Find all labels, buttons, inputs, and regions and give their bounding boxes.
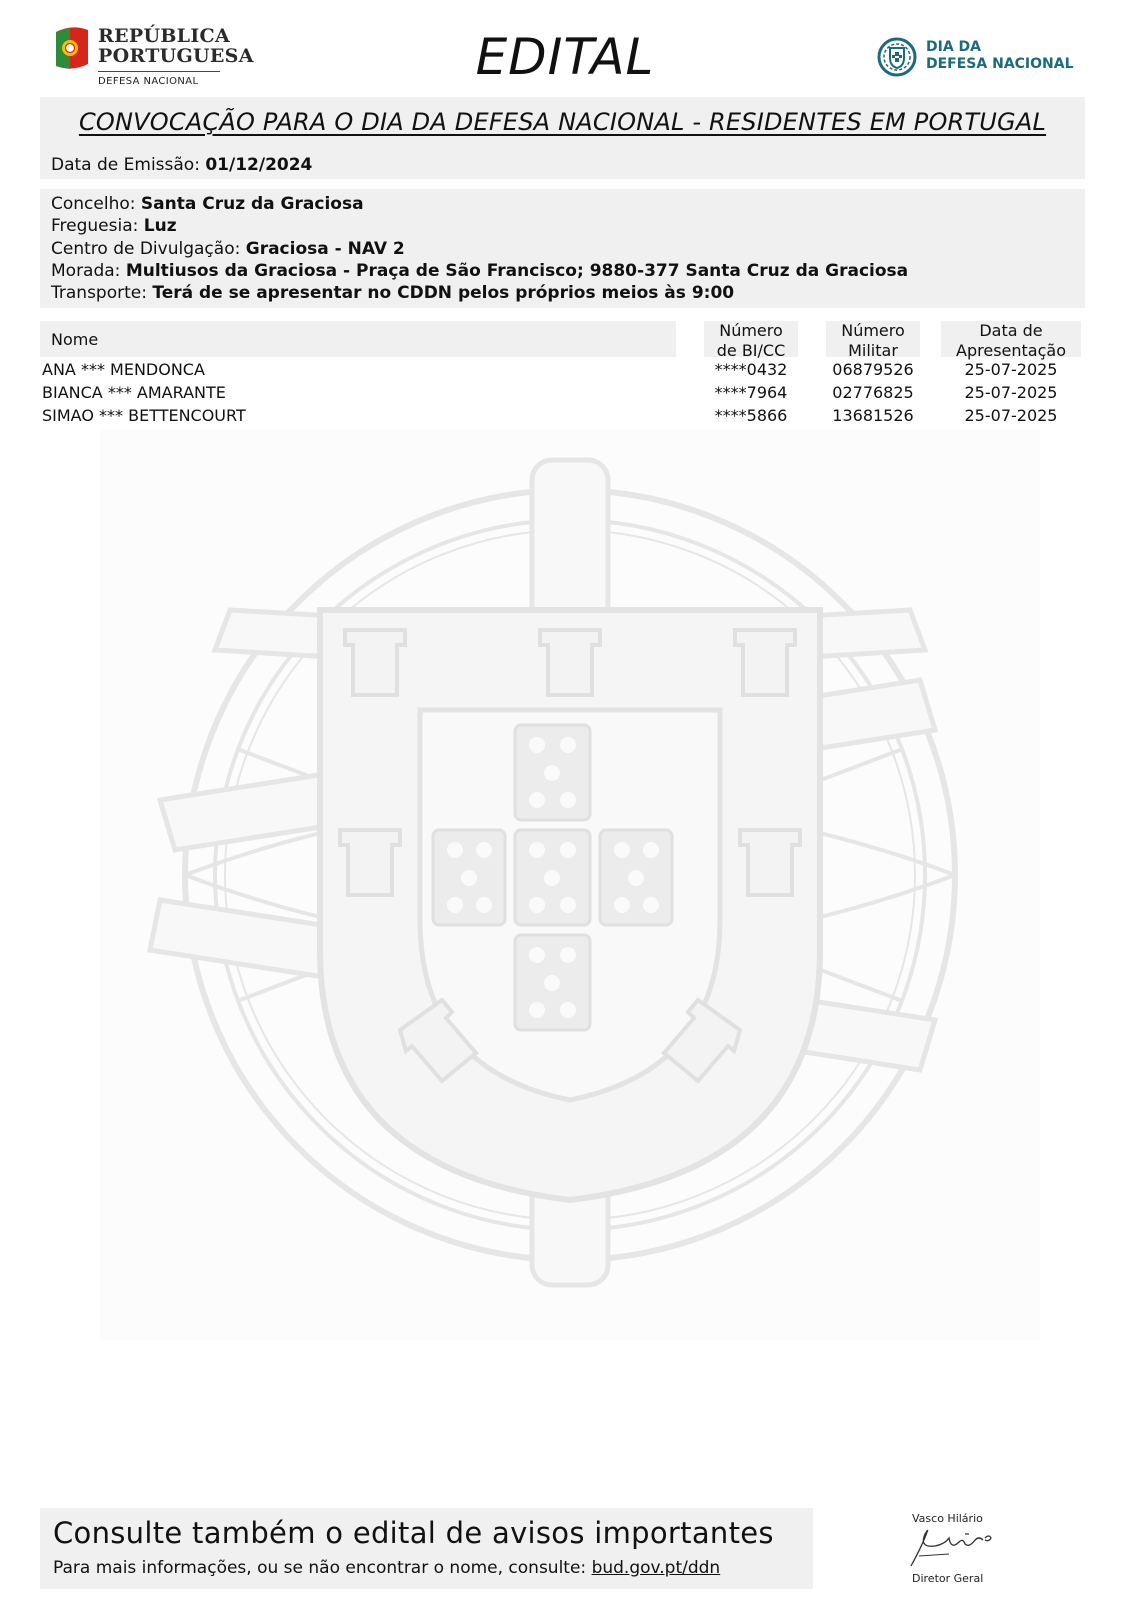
signatory-role: Diretor Geral: [912, 1572, 984, 1585]
column-header-bi-line1: Número: [719, 321, 783, 340]
freguesia-row: [51, 215, 177, 237]
column-header-militar-line1: Número: [841, 321, 905, 340]
cell-militar: 06879526: [832, 360, 914, 379]
emission-date: 01/12/2024: [205, 155, 313, 175]
column-header-data-line2: Apresentação: [956, 341, 1066, 360]
logo-line-defesa: DEFESA NACIONAL: [98, 76, 199, 87]
cell-bi: ****7964: [714, 383, 788, 402]
footer-headline: Consulte também o edital de avisos importantes: [53, 1516, 774, 1550]
column-header-militar: [826, 321, 920, 360]
emission-date-row: [51, 155, 312, 175]
convocation-subtitle: CONVOCAÇÃO PARA O DIA DA DEFESA NACIONAL - RESIDENTES EM PORTUGAL: [78, 108, 1047, 136]
morada-label: Morada:: [51, 261, 121, 281]
cell-nome: SIMAO *** BETTENCOURT: [42, 406, 246, 425]
freguesia-value: Luz: [143, 216, 177, 236]
centro-value: Graciosa - NAV 2: [245, 239, 405, 259]
column-header-militar-line2: Militar: [848, 341, 898, 360]
cell-data: 25-07-2025: [964, 406, 1058, 425]
centro-label: Centro de Divulgação:: [51, 239, 241, 259]
table-row: [40, 405, 1085, 427]
shield-emblem-icon: [876, 36, 918, 78]
column-header-bi-line2: de BI/CC: [716, 341, 786, 360]
morada-row: [51, 260, 908, 282]
footer-info-line: [53, 1558, 720, 1578]
column-header-nome: [40, 321, 676, 357]
ddn-line1: DIA DA: [926, 39, 981, 55]
logo-line-republica: REPÚBLICA: [98, 25, 230, 47]
concelho-label: Concelho:: [51, 194, 136, 214]
footer-link[interactable]: bud.gov.pt/ddn: [591, 1558, 721, 1578]
signature-icon: [905, 1524, 997, 1570]
concelho-value: Santa Cruz da Graciosa: [140, 194, 364, 214]
transporte-label: Transporte:: [51, 283, 147, 303]
dia-defesa-nacional-logo: [876, 36, 1086, 80]
cell-militar: 13681526: [832, 406, 914, 425]
logo-line-portuguesa: PORTUGUESA: [98, 45, 254, 67]
footer-info-text: Para mais informações, ou se não encontrar o nome, consulte:: [53, 1558, 587, 1578]
cell-militar: 02776825: [832, 383, 914, 402]
morada-value: Multiusos da Graciosa - Praça de São Francisco; 9880-377 Santa Cruz da Graciosa: [125, 261, 909, 281]
signatory-name: Vasco Hilário: [912, 1512, 983, 1525]
coat-of-arms-watermark-icon: [100, 430, 1040, 1340]
page-title: EDITAL: [475, 28, 655, 86]
cell-bi: ****5866: [714, 406, 788, 425]
transporte-value: Terá de se apresentar no CDDN pelos próprios meios às 9:00: [152, 283, 735, 303]
ddn-line2: DEFESA NACIONAL: [926, 56, 1074, 72]
centro-row: [51, 238, 405, 260]
column-header-nome-label: Nome: [51, 330, 99, 349]
column-header-bi: [704, 321, 798, 360]
transporte-row: [51, 282, 734, 304]
column-header-data: [941, 321, 1081, 360]
cell-data: 25-07-2025: [964, 360, 1058, 379]
freguesia-label: Freguesia:: [51, 216, 139, 236]
concelho-row: [51, 193, 364, 215]
emission-label: Data de Emissão:: [51, 155, 200, 175]
cell-nome: ANA *** MENDONCA: [42, 360, 205, 379]
cell-nome: BIANCA *** AMARANTE: [42, 383, 226, 402]
table-row: [40, 359, 1085, 381]
table-row: [40, 382, 1085, 404]
cell-bi: ****0432: [714, 360, 788, 379]
column-header-data-line1: Data de: [979, 321, 1043, 340]
cell-data: 25-07-2025: [964, 383, 1058, 402]
